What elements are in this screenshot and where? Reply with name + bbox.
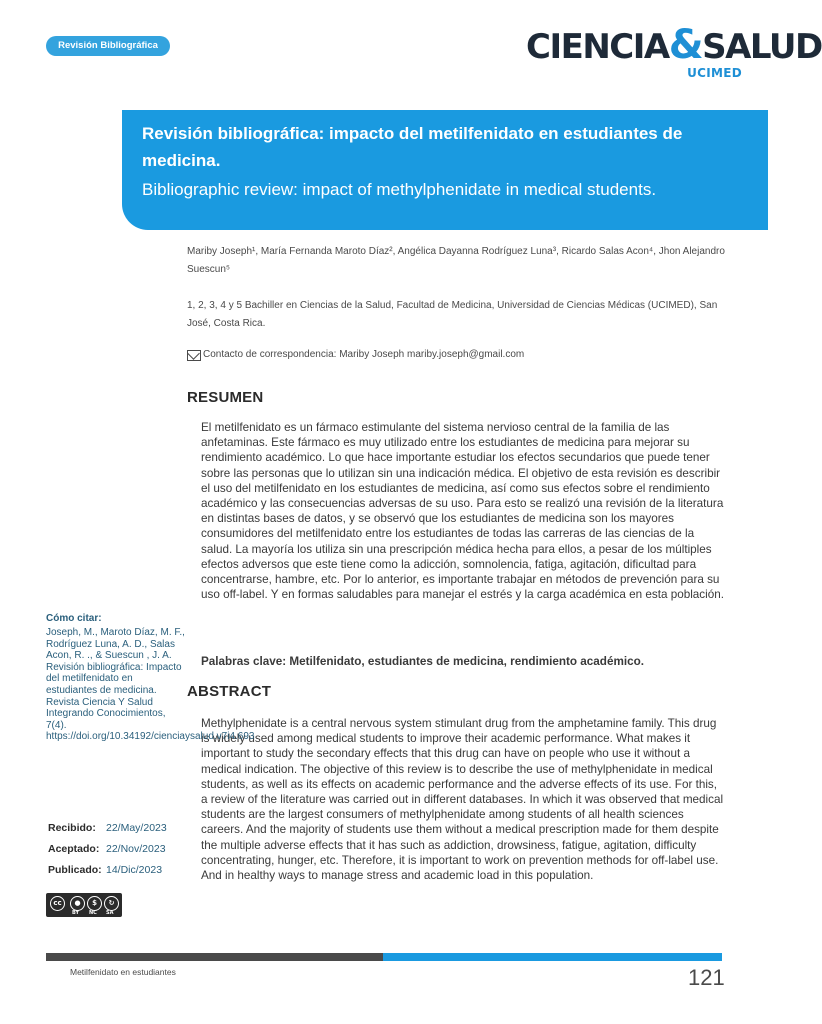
keywords: Palabras clave: Metilfenidato, estudiantes de medicina, rendimiento académico. [201, 655, 644, 668]
affiliation: 1, 2, 3, 4 y 5 Bachiller en Ciencias de la Salud, Facultad de Medicina, Universidad de Ciencias Médicas (UCIMED), San José, Costa Rica. [187, 300, 718, 329]
footer-bar-gray [46, 953, 383, 961]
journal-logo [526, 22, 822, 84]
logo-text-left: CIENCIA [526, 27, 669, 67]
nc-label: NC [89, 910, 97, 916]
cc-icon: cc [50, 896, 65, 911]
page-number: 121 [688, 965, 725, 990]
author-list: Mariby Joseph¹, María Fernanda Maroto Díaz², Angélica Dayanna Rodríguez Luna³, Ricardo Salas Acon⁴, Jhon Alejandro Suescun⁵ [187, 246, 725, 275]
footer-bar-blue [383, 953, 722, 961]
title-banner [122, 110, 768, 230]
by-label: BY [72, 910, 80, 916]
sharealike-icon: ↻ [104, 896, 119, 911]
cite-text: Joseph, M., Maroto Díaz, M. F., Rodríguez Luna, A. D., Salas Acon, R. ., & Suescun , J. A. Revisión bibliográfica: Impacto del metilfenidato en estudiantes de medicina. Revista Ciencia Y Salud Integrando Conocimientos, 7(4). https://doi.org/10.34192/cienciaysalud.v7i4.693 [46, 627, 255, 743]
creative-commons-badge[interactable] [46, 893, 122, 917]
resumen-text: El metilfenidato es un fármaco estimulante del sistema nervioso central de la familia de las anfetaminas. Este fármaco es muy utilizado entre los estudiantes de medicina para mejorar su rendimiento académico. Lo que hace importante estudiar los efectos secundarios que puede tener sobre las personas que lo utilizan sin una indicación médica. El objetivo de esta revisión es describir el uso del metilfenidato en los estudiantes de medicina, así como sus efectos sobre el rendimiento académico y las consecuencias adversas de su uso. Para esto se realizó una revisión de la literatura en distintas bases de datos, y se observó que los estudiantes de medicina son los mayores consumidores del metilfenidato entre los estudiantes de todas las carreras de las ciencias de la salud. La mayoría los utiliza sin una prescripción médica hecha para ellos, a pesar de los múltiples efectos adversos que este tiene como la adicción, somnolencia, fatiga, agitación, dificultad para concentrarse, hambre, etc. Por lo anterior, es importante trabajar en métodos de prevención para su uso off-label. Y en formas saludables para manejar el estrés y la carga académica en esta población. [201, 421, 724, 602]
date-label: Publicado: [48, 863, 102, 876]
date-value: 14/Dic/2023 [106, 863, 163, 876]
running-title: Metilfenidato en estudiantes [70, 967, 176, 977]
abstract-heading: ABSTRACT [187, 683, 272, 700]
date-label: Recibido: [48, 821, 96, 834]
sa-label: SA [106, 910, 114, 916]
logo-subtitle: UCIMED [687, 66, 742, 80]
section-tag: Revisión Bibliográfica [46, 36, 170, 56]
resumen-heading: RESUMEN [187, 389, 264, 406]
date-received [48, 817, 167, 838]
date-published [48, 859, 167, 880]
date-value: 22/May/2023 [106, 821, 167, 834]
noncommercial-icon: $ [87, 896, 102, 911]
date-value: 22/Nov/2023 [106, 842, 166, 855]
contact-text: Contacto de correspondencia: Mariby Joseph mariby.joseph@gmail.com [203, 349, 525, 360]
article-title-spanish: Revisión bibliográfica: impacto del metilfenidato en estudiantes de medicina. [142, 124, 683, 170]
contact-line [187, 346, 727, 364]
publication-dates [48, 817, 167, 880]
envelope-icon [187, 350, 201, 361]
abstract-text: Methylphenidate is a central nervous system stimulant drug from the amphetamine family. This drug is widely used among medical students to improve their academic performance. What makes it important to study the secondary effects that this drug can have on people who use it without a medical indication. The objective of this review is to describe the use of methylphenidate in medical students, as well as its effects on academic performance and the adverse effects of its use. For this, a review of the literature was carried out in different databases. In which it was observed that medical students are the largest consumers of methylphenidate among students of all health sciences careers. And the majority of students use them without a medical prescription made for them despite the multiple adverse effects that it has such as addiction, drowsiness, fatigue, agitation, difficulty concentrating, hunger, etc. Therefore, it is important to work on prevention methods for off-label use. And in healthy ways to manage stress and academic load in this population. [201, 717, 724, 883]
date-label: Aceptado: [48, 842, 100, 855]
article-title-english: Bibliographic review: impact of methylphenidate in medical students. [142, 180, 657, 199]
date-accepted [48, 838, 167, 859]
logo-text-right: SALUD [702, 27, 822, 67]
cite-heading: Cómo citar: [46, 613, 102, 624]
attribution-icon: ● [70, 896, 85, 911]
logo-ampersand: & [668, 22, 703, 68]
